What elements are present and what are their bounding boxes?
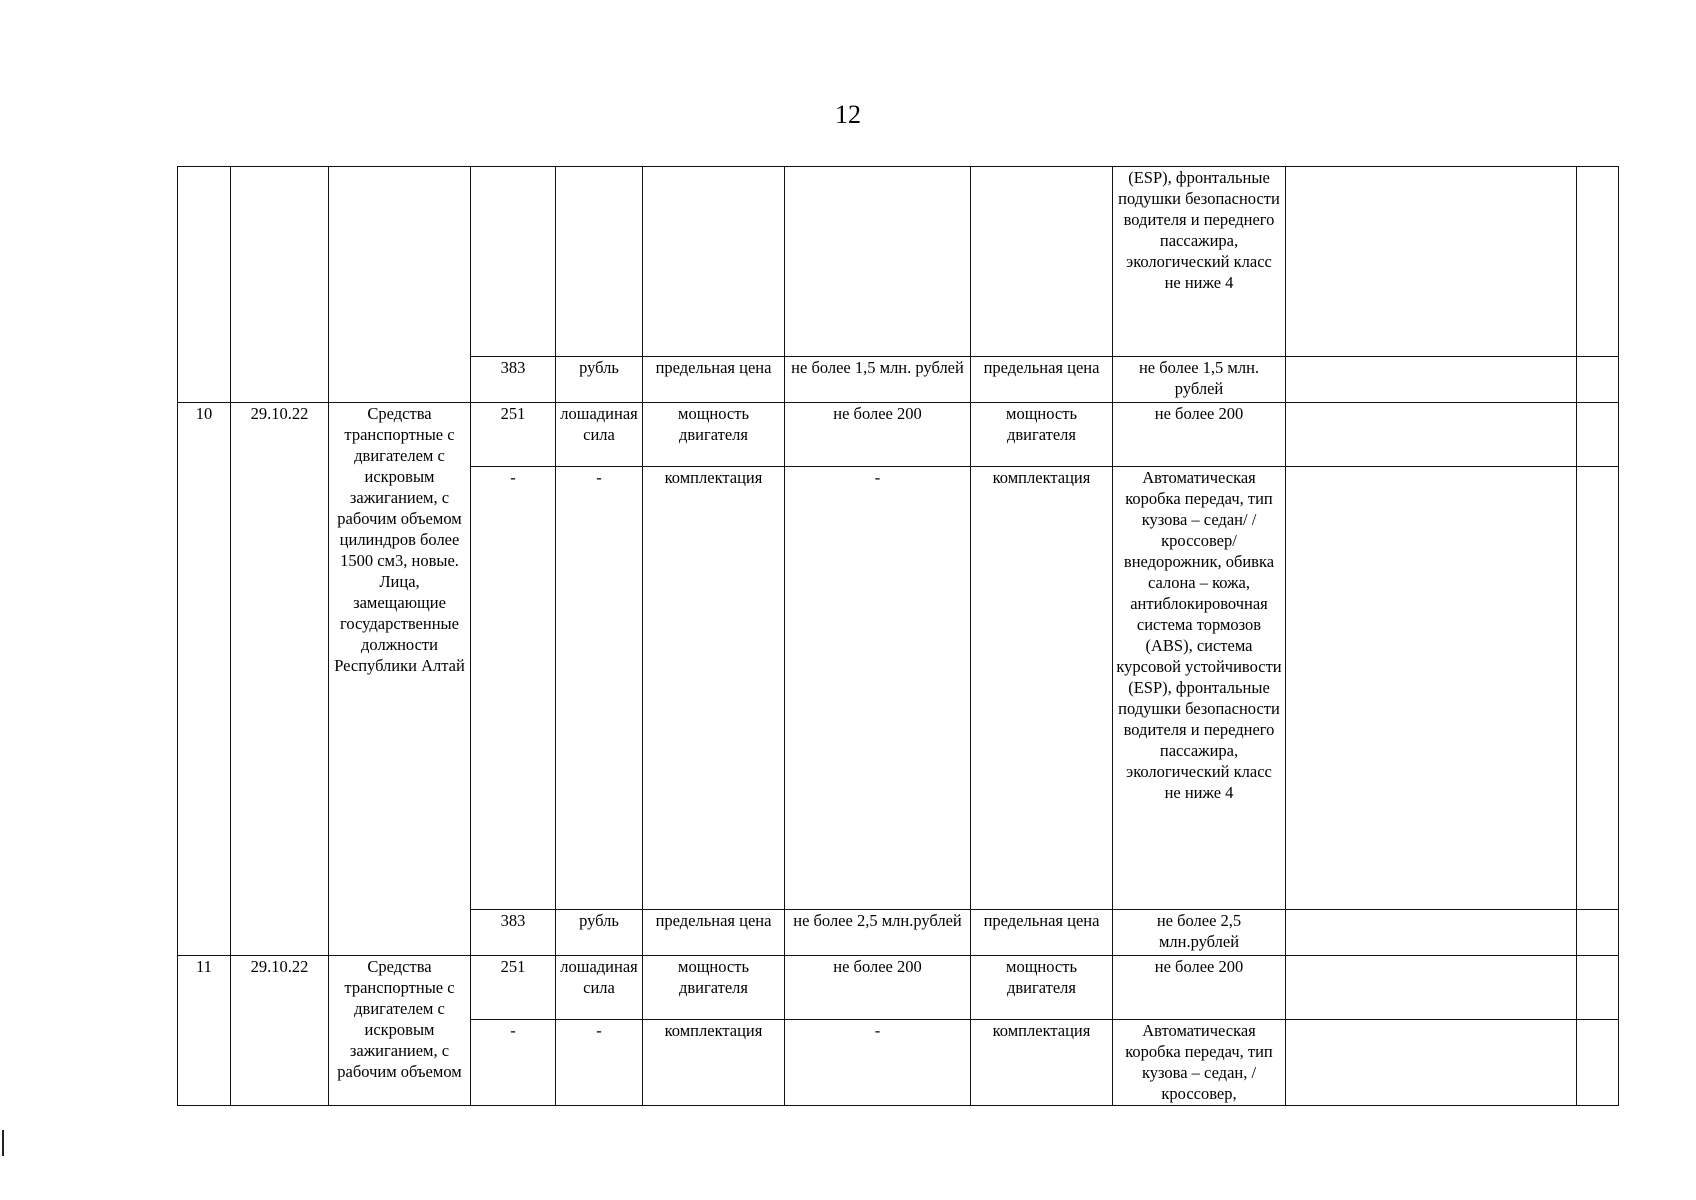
name-cell: Средства транспортные с двигателем с искровым зажиганием, с рабочим объемом цилиндров более 1500 см3, новые. Лица, замещающие государственные должности Республики Алтай xyxy=(329,403,471,956)
characteristic-cell: мощность двигателя xyxy=(643,403,785,467)
value-cell: Автоматическая коробка передач, тип кузова – седан, /кроссовер, xyxy=(1113,1020,1286,1106)
code-cell xyxy=(231,167,329,403)
value-cell: не более 2,5 млн.рублей xyxy=(1113,910,1286,956)
okei-code-cell: - xyxy=(471,1020,556,1106)
characteristic-cell: предельная цена xyxy=(971,910,1113,956)
cell xyxy=(643,167,785,357)
table-row xyxy=(178,956,1619,1020)
unit-cell: - xyxy=(556,467,643,910)
cell xyxy=(1286,910,1577,956)
characteristic-cell: мощность двигателя xyxy=(971,956,1113,1020)
characteristic-cell: мощность двигателя xyxy=(971,403,1113,467)
cell xyxy=(1577,357,1619,403)
okei-code-cell: 383 xyxy=(471,357,556,403)
table-row xyxy=(178,167,1619,357)
cell xyxy=(471,167,556,357)
unit-cell: лошадиная сила xyxy=(556,403,643,467)
value-cell: не более 1,5 млн. рублей xyxy=(785,357,971,403)
table-row xyxy=(178,403,1619,467)
value-cell: Автоматическая коробка передач, тип кузова – седан/ /кроссовер/внедорожник, обивка салона – кожа, антиблокировочная система тормозов (ABS), система курсовой устойчивости (ESP), фронтальные подушки безопасности водителя и переднего пассажира, экологический класс не ниже 4 xyxy=(1113,467,1286,910)
unit-cell: - xyxy=(556,1020,643,1106)
num-cell: 11 xyxy=(178,956,231,1106)
value-cell: не более 200 xyxy=(1113,403,1286,467)
characteristic-cell: комплектация xyxy=(971,467,1113,910)
characteristic-cell: предельная цена xyxy=(971,357,1113,403)
okei-code-cell: 251 xyxy=(471,956,556,1020)
cell xyxy=(1286,956,1577,1020)
requirements-table xyxy=(177,166,1619,1106)
characteristic-cell: предельная цена xyxy=(643,910,785,956)
value-cell: (ESP), фронтальные подушки безопасности водителя и переднего пассажира, экологический класс не ниже 4 xyxy=(1113,167,1286,357)
okei-code-cell: - xyxy=(471,467,556,910)
value-cell: не более 200 xyxy=(785,403,971,467)
cell xyxy=(971,167,1113,357)
name-cell: Средства транспортные с двигателем с искровым зажиганием, с рабочим объемом xyxy=(329,956,471,1106)
unit-cell: рубль xyxy=(556,357,643,403)
okei-code-cell: 383 xyxy=(471,910,556,956)
characteristic-cell: предельная цена xyxy=(643,357,785,403)
value-cell: не более 2,5 млн.рублей xyxy=(785,910,971,956)
scan-margin-mark xyxy=(2,1130,4,1156)
cell xyxy=(785,167,971,357)
characteristic-cell: комплектация xyxy=(643,467,785,910)
name-cell xyxy=(329,167,471,403)
value-cell: не более 1,5 млн. рублей xyxy=(1113,357,1286,403)
code-cell: 29.10.22 xyxy=(231,956,329,1106)
value-cell: не более 200 xyxy=(1113,956,1286,1020)
cell xyxy=(1286,167,1577,357)
num-cell: 10 xyxy=(178,403,231,956)
characteristic-cell: комплектация xyxy=(643,1020,785,1106)
value-cell: - xyxy=(785,467,971,910)
cell xyxy=(1286,403,1577,467)
cell xyxy=(1286,1020,1577,1106)
page-number: 12 xyxy=(835,100,861,129)
code-cell: 29.10.22 xyxy=(231,403,329,956)
cell xyxy=(556,167,643,357)
characteristic-cell: комплектация xyxy=(971,1020,1113,1106)
characteristic-cell: мощность двигателя xyxy=(643,956,785,1020)
cell xyxy=(1577,403,1619,467)
cell xyxy=(1577,167,1619,357)
cell xyxy=(1577,910,1619,956)
cell xyxy=(1577,1020,1619,1106)
cell xyxy=(1286,467,1577,910)
value-cell: не более 200 xyxy=(785,956,971,1020)
num-cell xyxy=(178,167,231,403)
cell xyxy=(1286,357,1577,403)
cell xyxy=(1577,467,1619,910)
unit-cell: лошадиная сила xyxy=(556,956,643,1020)
okei-code-cell: 251 xyxy=(471,403,556,467)
value-cell: - xyxy=(785,1020,971,1106)
unit-cell: рубль xyxy=(556,910,643,956)
cell xyxy=(1577,956,1619,1020)
